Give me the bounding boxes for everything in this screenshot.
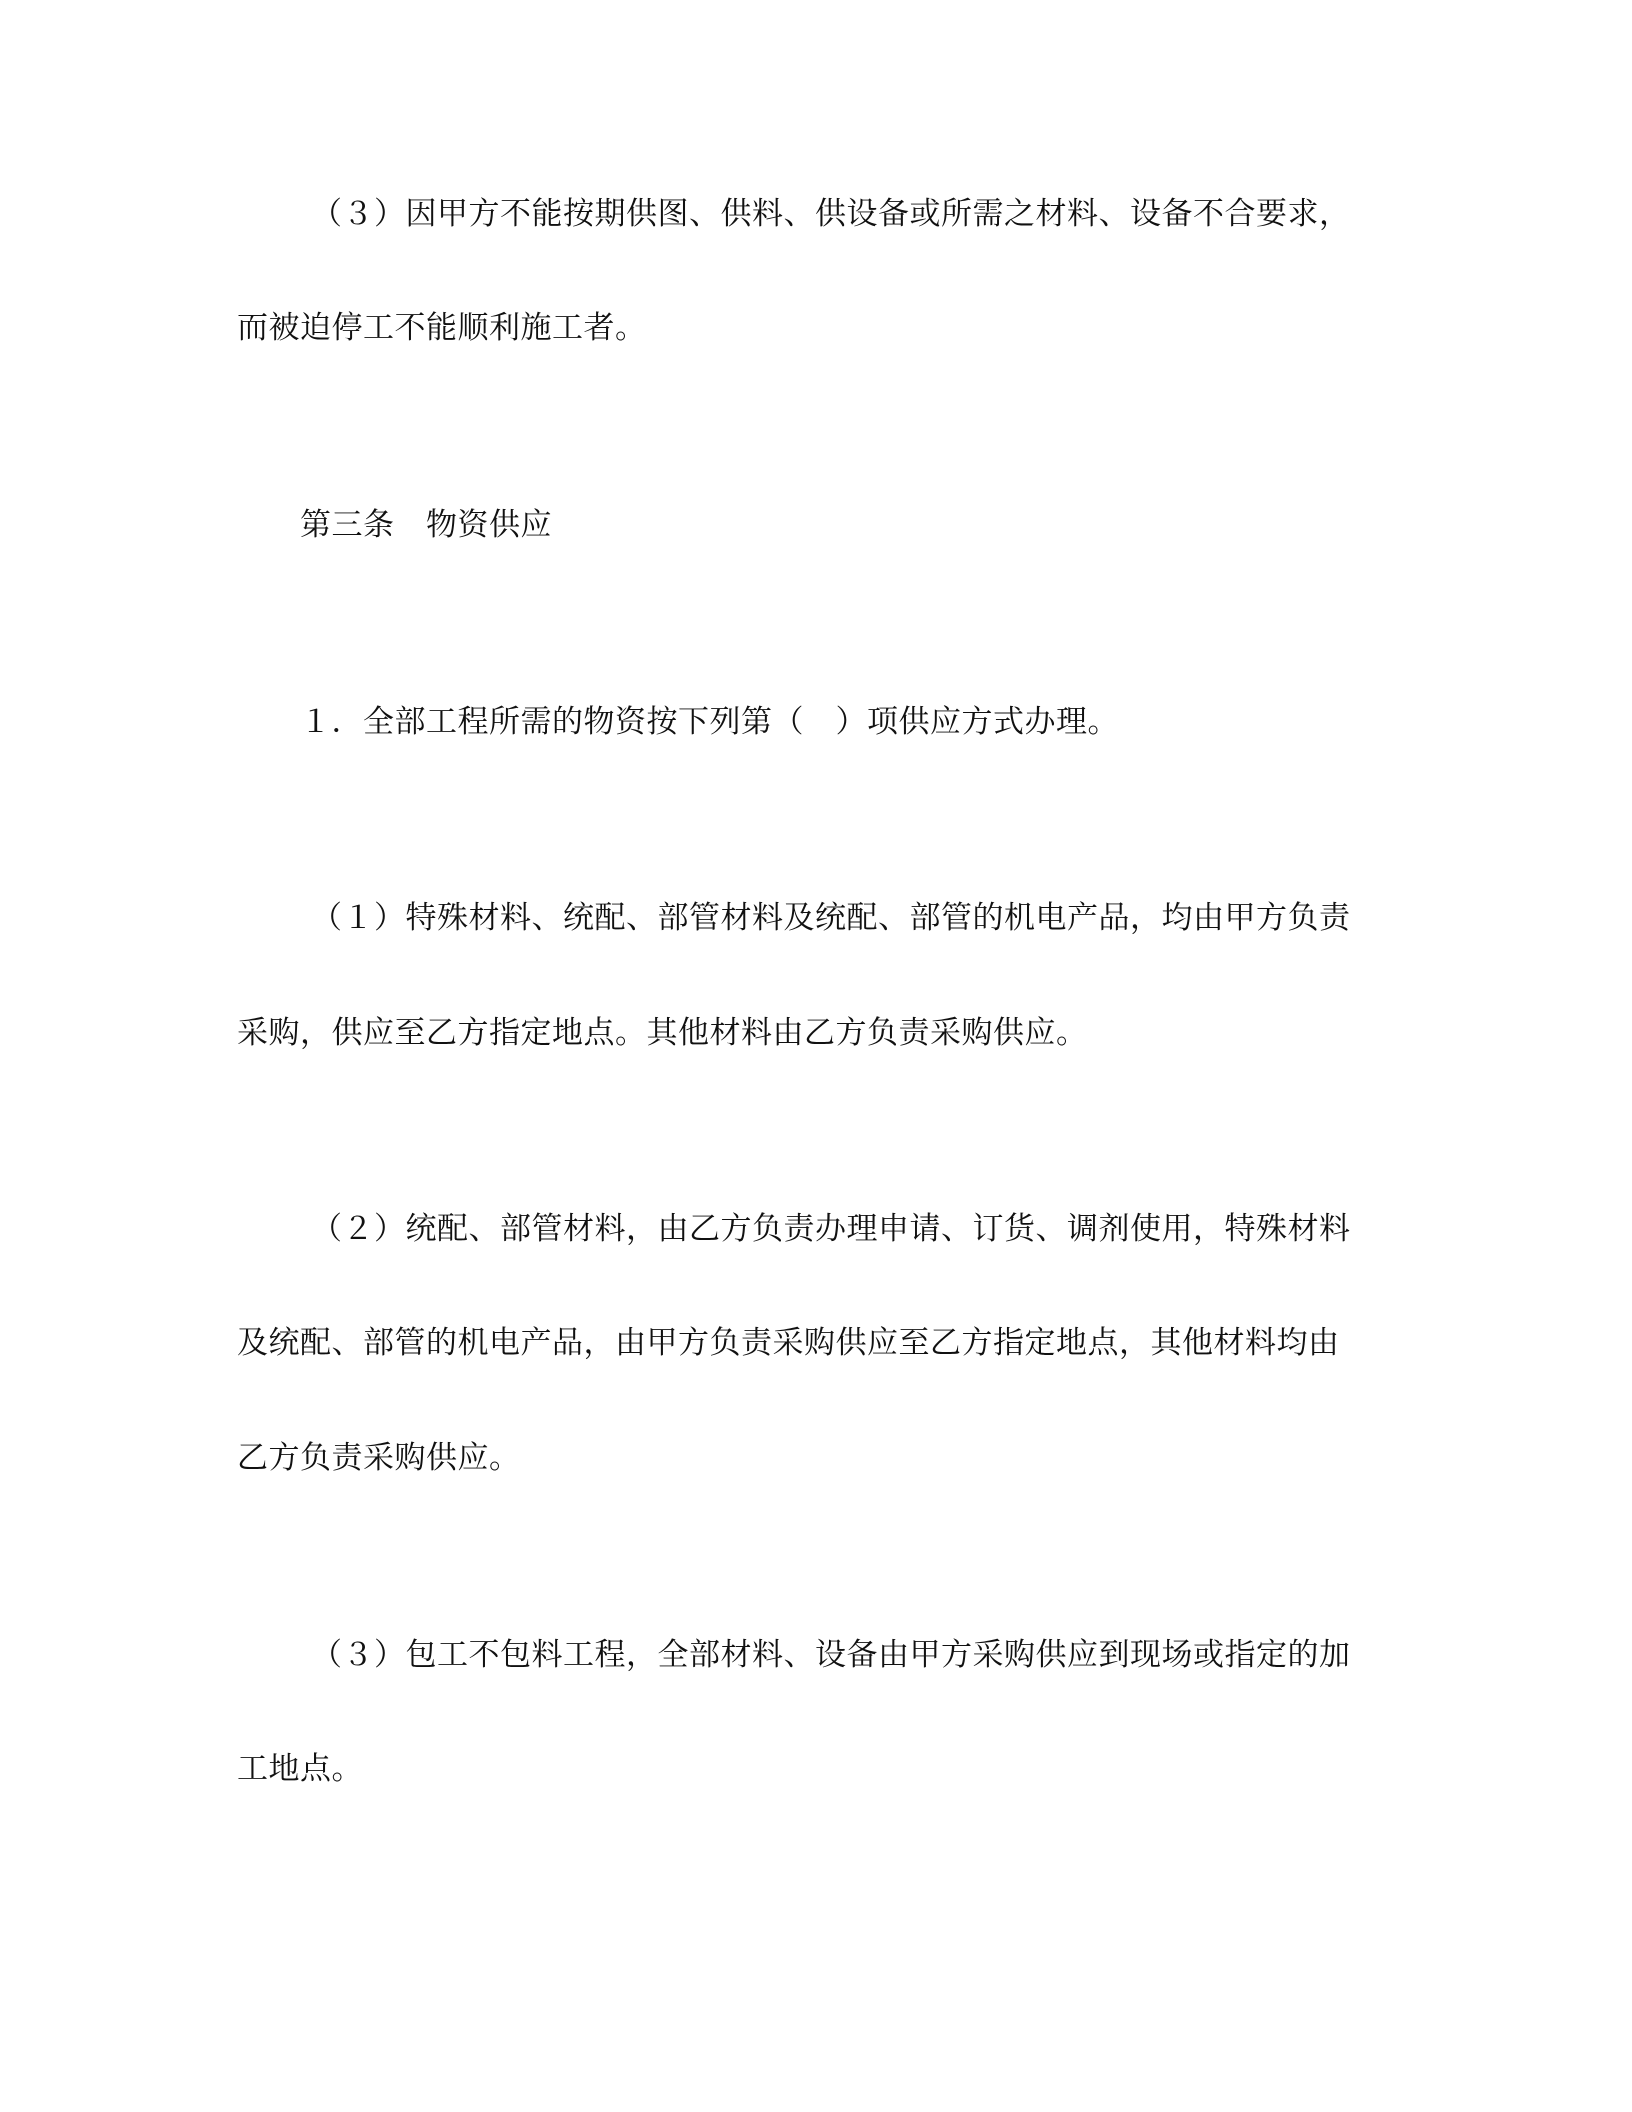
paragraph-line: 乙方负责采购供应。 <box>237 1440 521 1476</box>
paragraph-line: （３）包工不包料工程，全部材料、设备由甲方采购供应到现场或指定的加 <box>311 1637 1351 1673</box>
paragraph-line: （１）特殊材料、统配、部管材料及统配、部管的机电产品，均由甲方负责 <box>311 900 1351 936</box>
paragraph-line: 而被迫停工不能顺利施工者。 <box>237 310 647 346</box>
paragraph-line: 采购，供应至乙方指定地点。其他材料由乙方负责采购供应。 <box>237 1015 1088 1051</box>
paragraph-line: 及统配、部管的机电产品，由甲方负责采购供应至乙方指定地点，其他材料均由 <box>237 1325 1340 1361</box>
section-heading: 第三条 物资供应 <box>300 507 552 543</box>
paragraph-line: （２）统配、部管材料，由乙方负责办理申请、订货、调剂使用，特殊材料 <box>311 1211 1351 1247</box>
paragraph-line: （３）因甲方不能按期供图、供料、供设备或所需之材料、设备不合要求， <box>311 196 1351 232</box>
list-item: １．全部工程所需的物资按下列第（ ）项供应方式办理。 <box>300 704 1119 740</box>
paragraph-line: 工地点。 <box>237 1751 363 1787</box>
